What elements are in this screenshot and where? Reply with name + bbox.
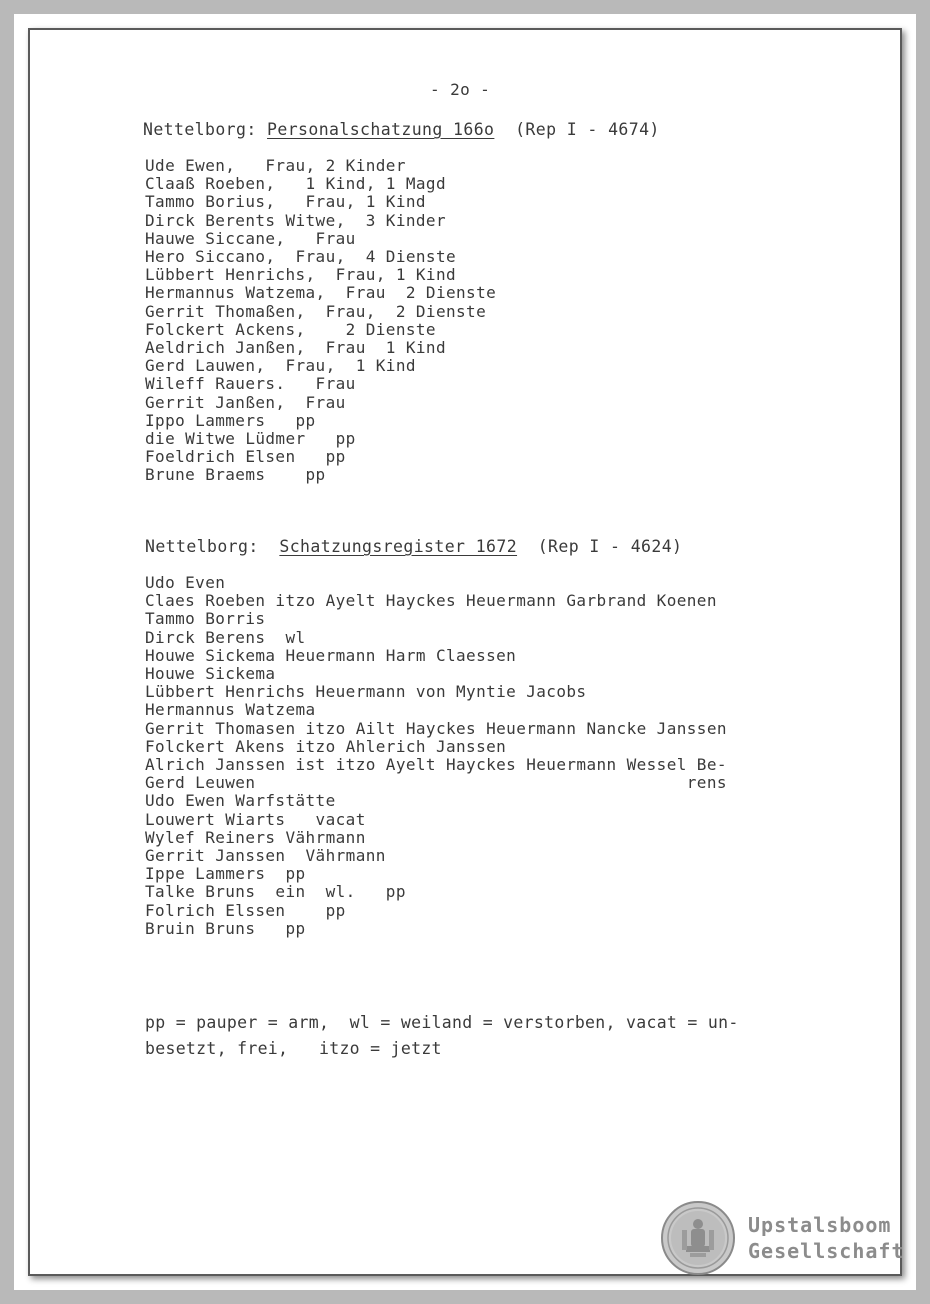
list-item: Alrich Janssen ist itzo Ayelt Hayckes Heuermann Wessel Be-: [145, 755, 727, 775]
list-item: Hero Siccano, Frau, 4 Dienste: [145, 247, 457, 267]
section1-list: [145, 157, 496, 485]
footnote: [145, 1010, 805, 1062]
logo-line1: Upstalsboom: [748, 1213, 892, 1237]
list-item: Ude Ewen, Frau, 2 Kinder: [145, 156, 406, 175]
list-item: Ippo Lammers pp: [145, 410, 316, 430]
list-item: Brune Braems pp: [145, 465, 326, 485]
logo-line2: Gesellschaft: [748, 1239, 905, 1263]
list-item: Udo Even: [145, 573, 226, 592]
list-item: Dirck Berens wl: [145, 627, 306, 647]
list-item: Gerd Lauwen, Frau, 1 Kind: [145, 356, 416, 376]
list-item: Claaß Roeben, 1 Kind, 1 Magd: [145, 174, 446, 194]
list-item: Folckert Ackens, 2 Dienste: [145, 319, 436, 339]
section2-ref: (Rep I - 4624): [537, 537, 683, 556]
list-item: Foeldrich Elsen pp: [145, 447, 346, 467]
list-item: Tammo Borius, Frau, 1 Kind: [145, 192, 426, 212]
list-item: Udo Ewen Warfstätte: [145, 791, 336, 811]
list-item: Houwe Sickema Heuermann Harm Claessen: [145, 645, 517, 665]
section1-heading: [143, 120, 660, 139]
list-item: Gerrit Thomaßen, Frau, 2 Dienste: [145, 301, 487, 321]
list-item: die Witwe Lüdmer pp: [145, 429, 356, 449]
list-item: Gerrit Thomasen itzo Ailt Hayckes Heuermann Nancke Janssen: [145, 718, 727, 738]
section2-title: Schatzungsregister 1672: [279, 537, 518, 556]
list-item: Aeldrich Janßen, Frau 1 Kind: [145, 338, 446, 358]
publisher-logo: [660, 1200, 905, 1276]
logo-text: [748, 1212, 905, 1264]
page-number: - 2o -: [430, 80, 491, 99]
list-item: Wileff Rauers. Frau: [145, 374, 356, 394]
list-item: Lübbert Henrichs Heuermann von Myntie Jacobs: [145, 682, 587, 702]
list-item: Folrich Elssen pp: [145, 900, 346, 920]
list-item: Hauwe Siccane, Frau: [145, 228, 356, 248]
footnote-line2: besetzt, frei, itzo = jetzt: [145, 1039, 442, 1058]
section2-heading: [145, 537, 682, 556]
list-item: Claes Roeben itzo Ayelt Hayckes Heuermann Garbrand Koenen: [145, 591, 717, 611]
list-item: Talke Bruns ein wl. pp: [145, 882, 406, 902]
list-item: Louwert Wiarts vacat: [145, 809, 366, 829]
section2-place: Nettelborg:: [145, 537, 259, 556]
seal-icon: [660, 1200, 736, 1276]
section1-ref: (Rep I - 4674): [515, 120, 660, 139]
list-item: Bruin Bruns pp: [145, 918, 306, 938]
list-item: Gerrit Janßen, Frau: [145, 392, 346, 412]
list-item: Lübbert Henrichs, Frau, 1 Kind: [145, 265, 457, 285]
list-item: Gerd Leuwen rens: [145, 773, 727, 793]
list-item: Gerrit Janssen Vährmann: [145, 846, 386, 866]
list-item: Ippe Lammers pp: [145, 864, 306, 884]
list-item: Wylef Reiners Vährmann: [145, 827, 366, 847]
section2-list: [145, 574, 727, 938]
list-item: Hermannus Watzema: [145, 700, 316, 720]
list-item: Tammo Borris: [145, 609, 266, 629]
list-item: Folckert Akens itzo Ahlerich Janssen: [145, 736, 507, 756]
list-item: Dirck Berents Witwe, 3 Kinder: [145, 210, 446, 230]
list-item: Hermannus Watzema, Frau 2 Dienste: [145, 283, 497, 303]
section1-place: Nettelborg:: [143, 120, 257, 139]
list-item: Houwe Sickema: [145, 664, 276, 684]
section1-title: Personalschatzung 166o: [267, 120, 495, 139]
footnote-line1: pp = pauper = arm, wl = weiland = verstorben, vacat = un-: [145, 1013, 739, 1032]
